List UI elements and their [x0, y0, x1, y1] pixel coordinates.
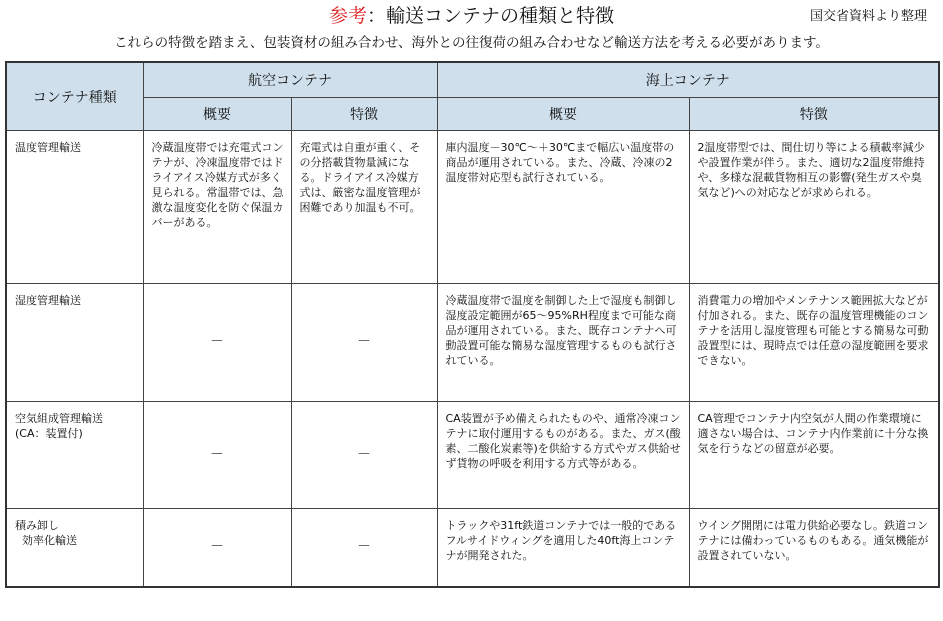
header-sea-features: 特徴: [689, 98, 939, 131]
title-main: ：輸送コンテナの種類と特徴: [367, 5, 615, 27]
subtitle: これらの特徴を踏まえ、包装資材の組み合わせ、海外との往復荷の組み合わせなど輸送方法を考える必要があります。: [114, 35, 829, 51]
sea-features-cell: 消費電力の増加やメンテナンス範囲拡大などが付加される。また、既存の温度管理機能のコンテナを活用し湿度管理も可能とする簡易な可動設置型には、現時点では任意の湿度範囲を要求できない。: [689, 284, 939, 402]
sea-overview-cell: CA装置が予め備えられたものや、通常冷凍コンテナに取付運用するものがある。また、ガス(酸素、二酸化炭素等)を供給する方式やガス供給せず貨物の呼吸を利用する方式等がある。: [437, 402, 689, 509]
header-container-type: コンテナ種類: [6, 62, 143, 131]
source-note: 国交省資料より整理: [809, 9, 927, 24]
row-type-line: 空気組成管理輸送: [15, 412, 103, 425]
table-row: [6, 284, 939, 402]
air-features-cell: 充電式は自重が重く、その分搭載貨物量減になる。ドライアイス冷媒方式は、厳密な温度管理が困難であり加温も不可。: [291, 131, 437, 284]
row-type-line: 湿度管理輸送: [15, 294, 81, 307]
table-row: [6, 402, 939, 509]
header-sea-container: 海上コンテナ: [437, 62, 939, 98]
row-type-line: 積み卸し: [15, 519, 59, 532]
header-air-overview: 概要: [143, 98, 291, 131]
sea-overview-cell: トラックや31ft鉄道コンテナでは一般的であるフルサイドウィングを適用した40ft海上コンテナが開発された。: [437, 509, 689, 588]
row-type: [6, 131, 143, 284]
air-overview-cell: －: [143, 284, 291, 402]
air-overview-cell: －: [143, 509, 291, 588]
air-overview-cell: 冷蔵温度帯では充電式コンテナが、冷凍温度帯ではドライアイス冷媒方式が多く見られる。常温帯では、急激な温度変化を防ぐ保温カバーがある。: [143, 131, 291, 284]
row-type-line: (CA：装置付): [15, 427, 83, 440]
header-air-features: 特徴: [291, 98, 437, 131]
header-air-container: 航空コンテナ: [143, 62, 437, 98]
row-type: [6, 402, 143, 509]
row-type-line: 効率化輸送: [22, 534, 77, 547]
header-sea-overview: 概要: [437, 98, 689, 131]
title-prefix: 参考: [328, 5, 367, 27]
sea-features-cell: ウイング開閉には電力供給必要なし。鉄道コンテナには備わっているものもある。通気機能が設置されていない。: [689, 509, 939, 588]
container-comparison-table: [5, 61, 940, 588]
page-title: [0, 4, 943, 28]
sea-overview-cell: 庫内温度－30℃～＋30℃まで幅広い温度帯の商品が運用されている。また、冷蔵、冷凍の2温度帯対応型も試行されている。: [437, 131, 689, 284]
row-type-line: 温度管理輸送: [15, 141, 81, 154]
sea-features-cell: CA管理でコンテナ内空気が人間の作業環境に適さない場合は、コンテナ内作業前に十分な換気を行うなどの留意が必要。: [689, 402, 939, 509]
air-overview-cell: －: [143, 402, 291, 509]
table-row: [6, 131, 939, 284]
row-type: [6, 509, 143, 588]
air-features-cell: －: [291, 284, 437, 402]
air-features-cell: －: [291, 509, 437, 588]
table-row: [6, 509, 939, 588]
row-type: [6, 284, 143, 402]
air-features-cell: －: [291, 402, 437, 509]
sea-features-cell: 2温度帯型では、間仕切り等による積載率減少や設置作業が伴う。また、適切な2温度帯維持や、多様な混載貨物相互の影響(発生ガスや臭気など)への対応などが求められる。: [689, 131, 939, 284]
sea-overview-cell: 冷蔵温度帯で温度を制御した上で湿度も制御し湿度設定範囲が65～95%RH程度まで可能な商品が運用されている。また、既存コンテナへ可動設置可能な簡易な湿度管理するものも試行されている。: [437, 284, 689, 402]
